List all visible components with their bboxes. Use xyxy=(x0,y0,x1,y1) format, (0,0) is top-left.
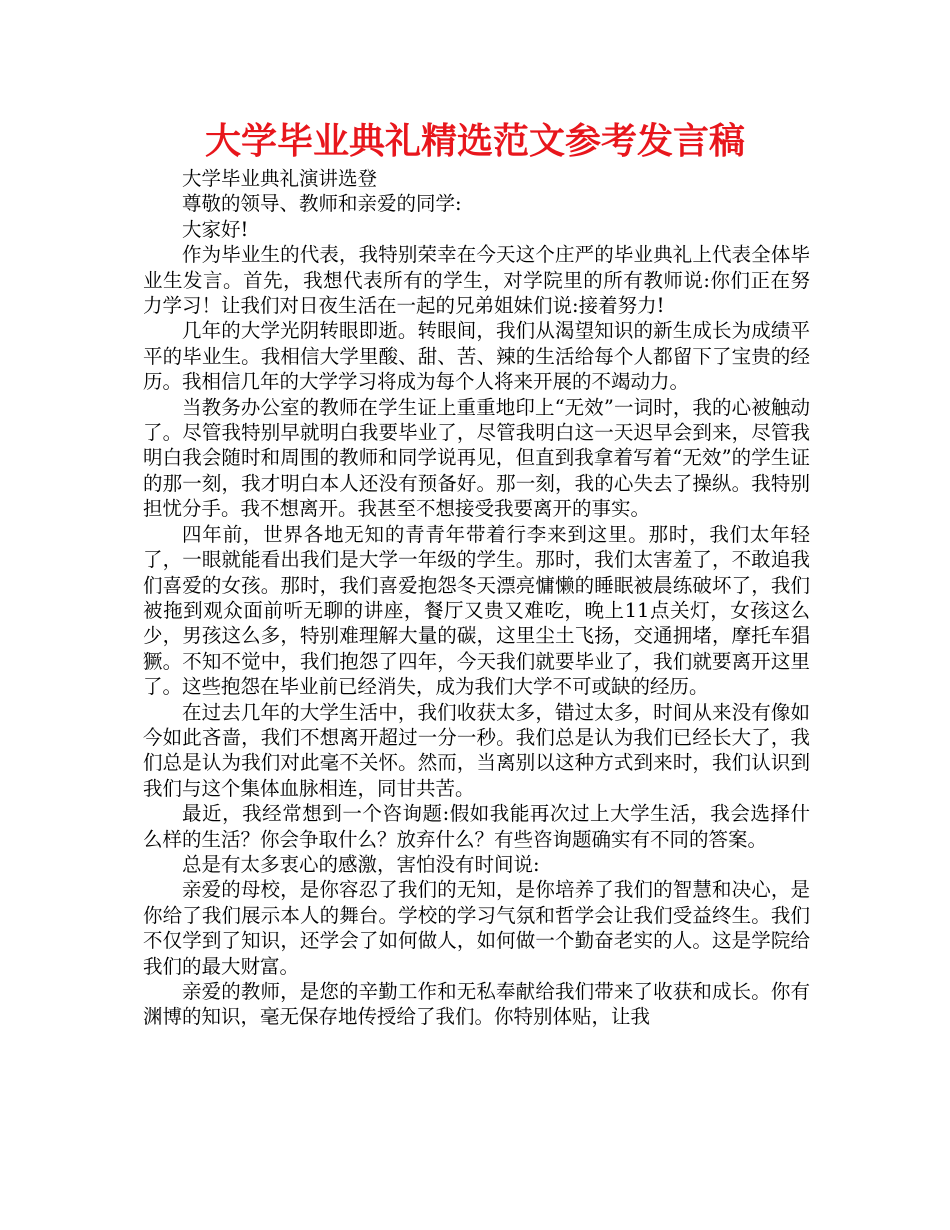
paragraph: 总是有太多衷心的感激，害怕没有时间说: xyxy=(182,852,540,876)
document-body xyxy=(143,166,810,1030)
paragraph: 最近，我经常想到一个咨询题:假如我能再次过上大学生活，我会选择什么样的生活？你会争取什么？放弃什么？有些咨询题确实有不同的答案。 xyxy=(143,802,810,851)
paragraph: 亲爱的教师，是您的辛勤工作和无私奉献给我们带来了收获和成长。你有渊博的知识，毫无保存地传授给了我们。你特别体贴，让我 xyxy=(143,980,810,1029)
paragraph: 几年的大学光阴转眼即逝。转眼间，我们从渴望知识的新生成长为成绩平平的毕业生。我相信大学里酸、甜、苦、辣的生活给每个人都留下了宝贵的经历。我相信几年的大学学习将成为每个人将来开展的不竭动力。 xyxy=(143,319,810,394)
paragraph: 亲爱的母校，是你容忍了我们的无知，是你培养了我们的智慧和决心，是你给了我们展示本人的舞台。学校的学习气氛和哲学会让我们受益终生。我们不仅学到了知识，还学会了如何做人，如何做一个勤奋老实的人。这是学院给我们的最大财富。 xyxy=(143,878,810,978)
paragraph: 当教务办公室的教师在学生证上重重地印上“无效”一词时，我的心被触动了。尽管我特别早就明白我要毕业了，尽管我明白这一天迟早会到来，尽管我明白我会随时和周围的教师和同学说再见，但直到我拿着写着“无效”的学生证的那一刻，我才明白本人还没有预备好。那一刻，我的心失去了操纵。我特别担忧分手。我不想离开。我甚至不想接受我要离开的事实。 xyxy=(143,395,810,521)
paragraph: 尊敬的领导、教师和亲爱的同学: xyxy=(182,192,462,216)
paragraph: 大学毕业典礼演讲选登 xyxy=(182,167,378,190)
paragraph: 大家好! xyxy=(182,217,249,241)
document-title: 大学毕业典礼精选范文参考发言稿 xyxy=(204,121,745,162)
paragraph: 作为毕业生的代表，我特别荣幸在今天这个庄严的毕业典礼上代表全体毕业生发言。首先，我想代表所有的学生，对学院里的所有教师说:你们正在努力学习！让我们对日夜生活在一起的兄弟姐妹们说:接着努力! xyxy=(143,243,810,318)
paragraph: 在过去几年的大学生活中，我们收获太多，错过太多，时间从来没有像如今如此吝啬，我们不想离开超过一分一秒。我们总是认为我们已经长大了，我们总是认为我们对此毫不关怀。然而，当离别以这种方式到来时，我们认识到我们与这个集体血脉相连，同甘共苦。 xyxy=(143,700,810,800)
paragraph: 四年前，世界各地无知的青青年带着行李来到这里。那时，我们太年轻了，一眼就能看出我们是大学一年级的学生。那时，我们太害羞了，不敢追我们喜爱的女孩。那时，我们喜爱抱怨冬天漂亮慵懒的睡眠被晨练破坏了，我们被拖到观众面前听无聊的讲座，餐厅又贵又难吃，晚上11点关灯，女孩这么少，男孩这么多，特别难理解大量的碳，这里尘土飞扬，交通拥堵，摩托车猖獗。不知不觉中，我们抱怨了四年，今天我们就要毕业了，我们就要离开这里了。这些抱怨在毕业前已经消失，成为我们大学不可或缺的经历。 xyxy=(143,522,810,699)
